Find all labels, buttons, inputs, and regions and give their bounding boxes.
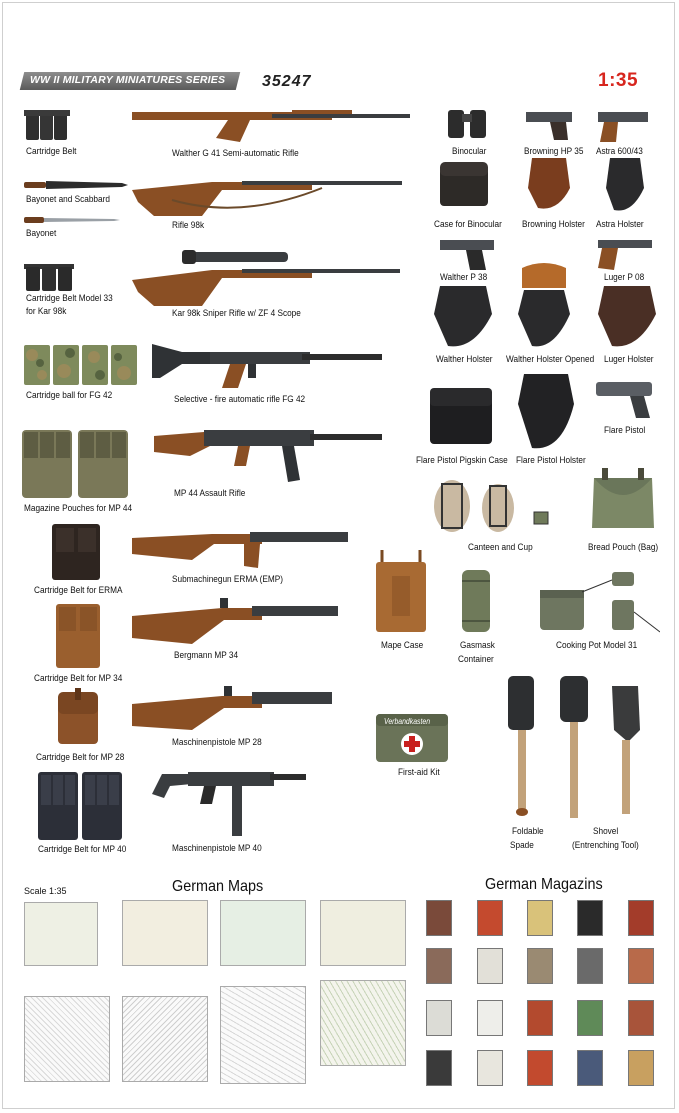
magazine-cover bbox=[477, 948, 503, 984]
luger-holster-icon bbox=[598, 286, 656, 350]
walther-holster-open-icon bbox=[518, 258, 570, 350]
browning-hp35-icon bbox=[526, 110, 572, 140]
label-rifle-98k: Rifle 98k bbox=[172, 220, 205, 231]
magazine-cover bbox=[628, 900, 654, 936]
map-thumb bbox=[220, 986, 306, 1084]
label-flare-holster: Flare Pistol Holster bbox=[516, 455, 586, 466]
label-binocular-case: Case for Binocular bbox=[434, 219, 502, 230]
label-mp34: Bergmann MP 34 bbox=[174, 650, 239, 661]
label-browning-holster: Browning Holster bbox=[522, 219, 585, 230]
first-aid-box-text: Verbandkasten bbox=[384, 717, 431, 726]
magazine-cover bbox=[628, 1000, 654, 1036]
bayonet-scabbard-icon bbox=[24, 178, 128, 192]
label-walther-g41: Walther G 41 Semi-automatic Rifle bbox=[172, 148, 299, 159]
label-mp28: Maschinenpistole MP 28 bbox=[172, 737, 262, 748]
label-shovel-line2: (Entrenching Tool) bbox=[572, 840, 639, 851]
label-astra: Astra 600/43 bbox=[596, 146, 643, 157]
cartridge-belt-icon bbox=[24, 108, 70, 144]
label-bayonet-scabbard: Bayonet and Scabbard bbox=[26, 194, 110, 205]
label-walther-p38: Walther P 38 bbox=[440, 272, 488, 283]
label-cartridge-belt-mp28: Cartridge Belt for MP 28 bbox=[36, 752, 125, 763]
cartridge-belt-33-icon bbox=[24, 262, 74, 292]
label-cartridge-belt-mp40: Cartridge Belt for MP 40 bbox=[38, 844, 127, 855]
cooking-pot-icon bbox=[540, 572, 660, 634]
map-thumb bbox=[24, 996, 110, 1082]
mp28-icon bbox=[132, 684, 332, 734]
label-gasmask: Gasmask bbox=[460, 640, 495, 651]
binocular-case-icon bbox=[440, 160, 488, 206]
cartridge-ball-fg42-icon bbox=[24, 345, 138, 387]
label-mp44: MP 44 Assault Rifle bbox=[174, 488, 246, 499]
label-kar98k-sniper: Kar 98k Sniper Rifle w/ ZF 4 Scope bbox=[172, 308, 301, 319]
canteen-icon bbox=[432, 476, 558, 534]
magazine-cover bbox=[426, 1000, 452, 1036]
gasmask-container-icon bbox=[460, 570, 492, 632]
label-bayonet: Bayonet bbox=[26, 228, 57, 239]
flare-pistol-icon bbox=[596, 380, 652, 418]
maps-title: German Maps bbox=[172, 878, 264, 895]
map-case-icon bbox=[376, 548, 426, 632]
map-thumb bbox=[320, 980, 406, 1066]
map-thumb bbox=[320, 900, 406, 966]
label-bread-pouch: Bread Pouch (Bag) bbox=[588, 542, 659, 553]
cartridge-belt-mp28-icon bbox=[58, 688, 98, 746]
magazine-cover bbox=[628, 1050, 654, 1086]
map-thumb bbox=[122, 900, 208, 966]
rifle-98k-icon bbox=[132, 176, 402, 222]
map-thumb bbox=[122, 996, 208, 1082]
label-cooking-pot: Cooking Pot Model 31 bbox=[556, 640, 638, 651]
label-map-case: Mape Case bbox=[381, 640, 424, 651]
cartridge-belt-erma-icon bbox=[52, 524, 100, 582]
label-first-aid: First-aid Kit bbox=[398, 767, 440, 778]
magazine-cover bbox=[527, 948, 553, 984]
magazine-cover bbox=[477, 1000, 503, 1036]
label-astra-holster: Astra Holster bbox=[596, 219, 644, 230]
flare-holster-icon bbox=[518, 374, 574, 452]
magazines-title: German Magazins bbox=[485, 876, 603, 893]
label-binocular: Binocular bbox=[452, 146, 487, 157]
astra-icon bbox=[598, 110, 648, 142]
map-thumb bbox=[24, 902, 98, 966]
label-cartridge-belt-33-line2: for Kar 98k bbox=[26, 306, 67, 317]
walther-p38-icon bbox=[440, 238, 494, 272]
map-thumb bbox=[220, 900, 306, 966]
astra-holster-icon bbox=[606, 158, 644, 214]
mp40-icon bbox=[152, 764, 306, 838]
walther-holster-icon bbox=[434, 286, 492, 350]
label-spade: Foldable bbox=[512, 826, 544, 837]
scale-note: Scale 1:35 bbox=[24, 886, 67, 896]
label-flare-case: Flare Pistol Pigskin Case bbox=[416, 455, 508, 466]
kar98k-sniper-icon bbox=[132, 248, 400, 310]
label-walther-holster: Walther Holster bbox=[436, 354, 493, 365]
bayonet-icon bbox=[24, 214, 120, 226]
label-luger-holster: Luger Holster bbox=[604, 354, 654, 365]
label-mp40: Maschinenpistole MP 40 bbox=[172, 843, 262, 854]
scale-badge: 1:35 bbox=[598, 70, 639, 91]
label-browning-hp35: Browning HP 35 bbox=[524, 146, 584, 157]
label-gasmask-line2: Container bbox=[458, 654, 494, 665]
browning-holster-icon bbox=[528, 158, 570, 212]
magazine-cover bbox=[527, 1050, 553, 1086]
label-cartridge-belt-mp34: Cartridge Belt for MP 34 bbox=[34, 673, 123, 684]
label-cartridge-ball-fg42: Cartridge ball for FG 42 bbox=[26, 390, 113, 401]
mp44-icon bbox=[154, 422, 382, 484]
label-spade-line2: Spade bbox=[510, 840, 534, 851]
label-luger-p08: Luger P 08 bbox=[604, 272, 645, 283]
label-canteen: Canteen and Cup bbox=[468, 542, 533, 553]
label-walther-holster-open: Walther Holster Opened bbox=[506, 354, 595, 365]
magazine-cover bbox=[426, 1050, 452, 1086]
series-title: WW II MILITARY MINIATURES SERIES bbox=[30, 74, 226, 86]
magazine-cover bbox=[527, 1000, 553, 1036]
label-fg42: Selective - fire automatic rifle FG 42 bbox=[174, 394, 306, 405]
binocular-icon bbox=[446, 106, 488, 140]
magazine-cover bbox=[577, 900, 603, 936]
bread-pouch-icon bbox=[592, 468, 654, 532]
fg42-icon bbox=[152, 342, 382, 390]
magazine-cover bbox=[477, 900, 503, 936]
label-erma: Submachinegun ERMA (EMP) bbox=[172, 574, 283, 585]
label-mag-pouches-mp44: Magazine Pouches for MP 44 bbox=[24, 503, 133, 514]
mp34-icon bbox=[132, 598, 338, 646]
flare-case-icon bbox=[430, 388, 492, 444]
label-shovel: Shovel bbox=[593, 826, 619, 837]
label-cartridge-belt-33: Cartridge Belt Model 33 bbox=[26, 293, 113, 304]
magazine-cover bbox=[628, 948, 654, 984]
label-cartridge-belt-erma: Cartridge Belt for ERMA bbox=[34, 585, 123, 596]
magazine-cover bbox=[577, 1050, 603, 1086]
erma-icon bbox=[132, 526, 348, 570]
magazine-cover bbox=[527, 900, 553, 936]
magazine-cover bbox=[426, 948, 452, 984]
magazine-pouches-mp44-icon bbox=[22, 428, 130, 500]
label-flare-pistol: Flare Pistol bbox=[604, 425, 646, 436]
luger-p08-icon bbox=[598, 238, 652, 272]
label-cartridge-belt: Cartridge Belt bbox=[26, 146, 77, 157]
cartridge-belt-mp40-icon bbox=[38, 772, 124, 842]
product-code: 35247 bbox=[262, 73, 312, 90]
magazine-cover bbox=[577, 948, 603, 984]
walther-g41-icon bbox=[132, 108, 410, 148]
magazine-cover bbox=[577, 1000, 603, 1036]
cartridge-belt-mp34-icon bbox=[56, 604, 100, 670]
magazine-cover bbox=[426, 900, 452, 936]
magazine-cover bbox=[477, 1050, 503, 1086]
spade-shovel-icon bbox=[500, 676, 648, 822]
